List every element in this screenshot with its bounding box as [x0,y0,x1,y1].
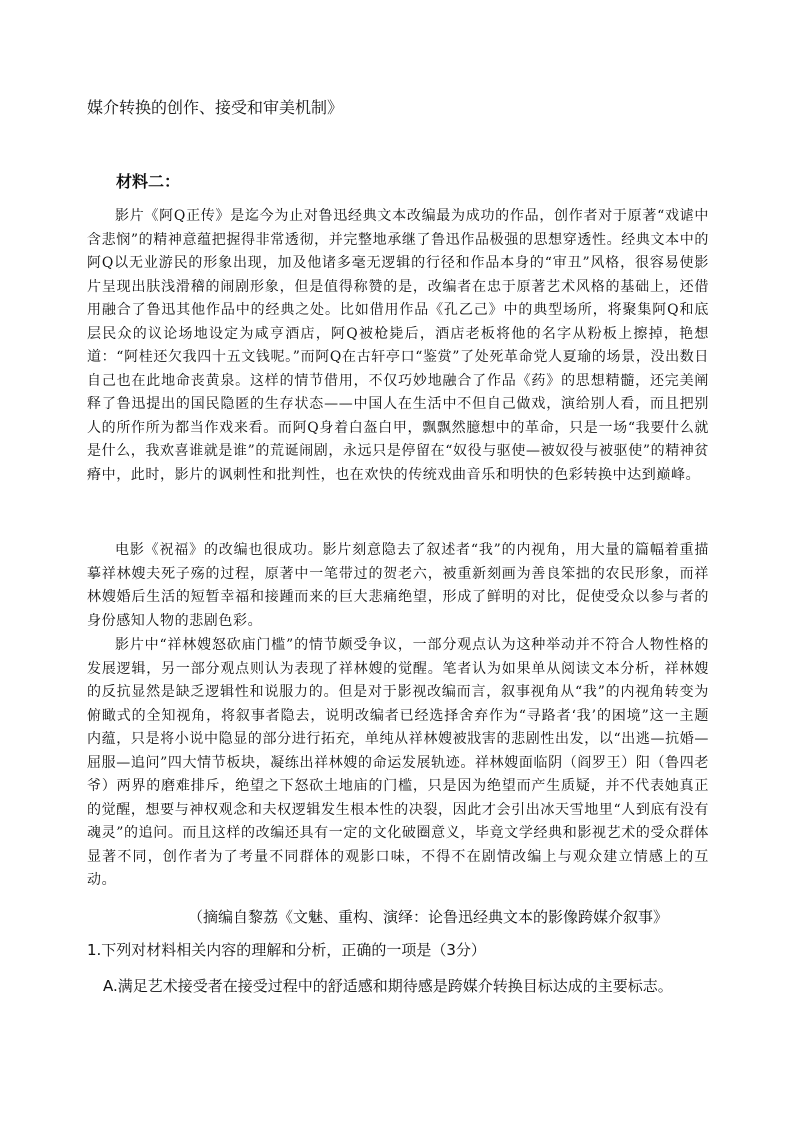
previous-source-tail: 媒介转换的创作、接受和审美机制》 [87,98,344,117]
source-citation: （摘编自黎荔《文魅、重构、演绎：论鲁迅经典文本的影像跨媒介叙事》 [188,908,669,926]
question-stem: 1.下列对材料相关内容的理解和分析，正确的一项是（3分） [87,941,486,959]
section-title: 材料二： [116,172,181,191]
paragraph-2: 电影《祝福》的改编也很成功。影片刻意隐去了叙述者“我”的内视角，用大量的篇幅着重描摹祥林嫂夫死子殇的过程，原著中一笔带过的贺老六，被重新刻画为善良笨拙的农民形象，而祥林嫂婚后生活的短暂幸福和接踵而来的巨大悲痛绝望，形成了鲜明的对比，促使受众以参与者的身份感知人物的悲剧色彩。 [87,542,709,629]
paragraph-1: 影片《阿Q正传》是迄今为止对鲁迅经典文本改编最为成功的作品，创作者对于原著“戏谑中含悲悯”的精神意蕴把握得非常透彻，并完整地承继了鲁迅作品极强的思想穿透性。经典文本中的阿Q以无业游民的形象出现，加及他诸多毫无逻辑的行径和作品本身的“审丑”风格，很容易使影片呈现出肤浅滑稽的闹剧形象，但是值得称赞的是，改编者在忠于原著艺术风格的基础上，还借用融合了鲁迅其他作品中的经典之处。比如借用作品《孔乙己》中的典型场所，将聚集阿Q和底层民众的议论场地设定为咸亨酒店，阿Q被枪毙后，酒店老板将他的名字从粉板上擦掉，艳想道：“阿桂还欠我四十五文钱呢。”而阿Q在古轩亭口“鉴赏”了处死革命党人夏瑜的场景，没出数日自己也在此地命丧黄泉。这样的情节借用，不仅巧妙地融合了作品《药》的思想精髓，还完美阐释了鲁迅提出的国民隐匿的生存状态——中国人在生活中不但自己做戏，演给别人看，而且把别人的所作所为都当作戏来看。而阿Q身着白盔白甲，飘飘然臆想中的革命，只是一场“我要什么就是什么，我欢喜谁就是谁”的荒诞闹剧，永远只是停留在“奴役与驱使—被奴役与被驱使”的精神贫瘠中，此时，影片的讽刺性和批判性，也在欢快的传统戏曲音乐和明快的色彩转换中达到巅峰。 [87,208,709,483]
option-a: A.满足艺术接受者在接受过程中的舒适感和期待感是跨媒介转换目标达成的主要标志。 [103,977,673,995]
paragraph-3: 影片中“祥林嫂怒砍庙门槛”的情节颇受争议，一部分观点认为这种举动并不符合人物性格的发展逻辑，另一部分观点则认为表现了祥林嫂的觉醒。笔者认为如果单从阅读文本分析，祥林嫂的反抗显然是缺乏逻辑性和说服力的。但是对于影视改编而言，叙事视角从“我”的内视角转变为俯瞰式的全知视角，将叙事者隐去，说明改编者已经选择舍弃作为“寻路者‘我’的困境”这一主题内蕴，只是将小说中隐显的部分进行拓充，单纯从祥林嫂被戕害的悲剧性出发，以“出逃—抗婚—屈服—追问”四大情节板块，凝练出祥林嫂的命运发展轨迹。祥林嫂面临阴（阎罗王）阳（鲁四老爷）两界的磨难排斥，绝望之下怒砍土地庙的门槛，只是因为绝望而产生质疑，并不代表她真正的觉醒，想要与神权观念和夫权逻辑发生根本性的决裂，因此才会引出冰天雪地里“人到底有没有魂灵”的追问。而且这样的改编还具有一定的文化破圈意义，毕竟文学经典和影视艺术的受众群体显著不同，创作者为了考量不同群体的观影口味，不得不在剧情改编上与观众建立情感上的互动。 [87,637,709,888]
